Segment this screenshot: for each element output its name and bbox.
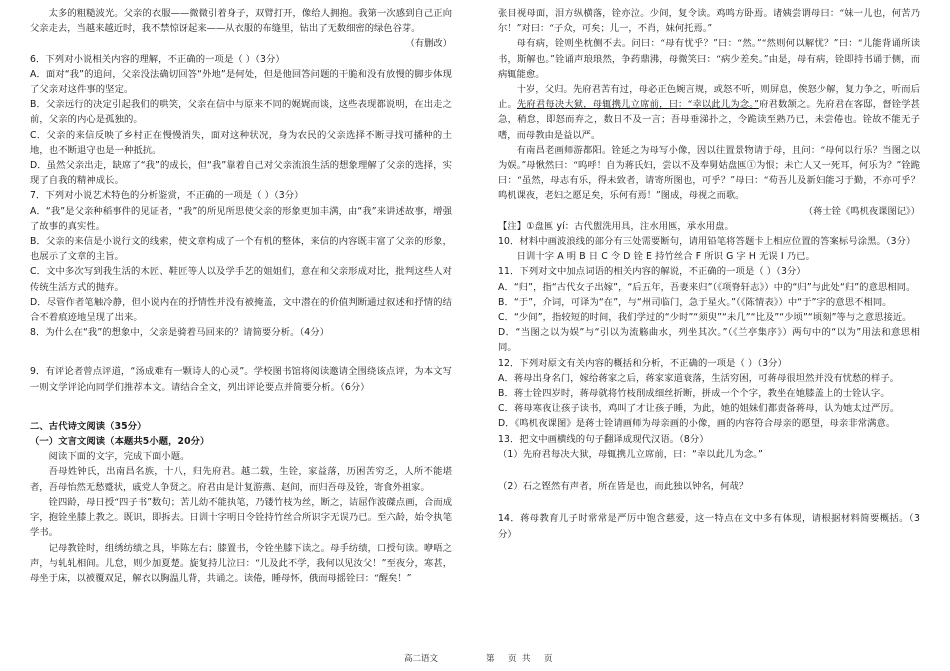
answer-space [498,462,920,479]
footer-ye-2: 页 [543,654,553,664]
section-2-title: 二、古代诗文阅读（35分） [30,420,147,432]
footer-ye: 页 [508,654,517,664]
question-12-option-c: C．蒋母寒夜让孩子读书，鸡叫了才让孩子睡，为此，她的姐妹们都责备蒋母，认为她太过严厉。 [498,403,900,415]
question-12-option-a: A．蒋母出身名门，嫁给蒋家之后，蒋家家道衰落，生活穷困，可蒋母很坦然并没有忧愁的样子。 [498,372,900,384]
question-11-option-a: A．“归”，指“古代女子出嫁”，“后五年，吾妻来归”（《项脊轩志》）中的“归”与此处“归”的意思相同。 [498,281,916,293]
question-7-option-b: B．父亲的来信是小说行文的线索，使文章构成了一个有机的整体，来信的内容既丰富了父亲的形象，也展示了文章的主旨。 [30,236,452,263]
footer-page-number [486,652,553,664]
question-12-stem: 12．下列对原文有关内容的概括和分析，不正确的一项是（ ）（3分） [498,357,787,369]
footer-gong: 共 [521,654,531,664]
classical-text-paragraph-5 [498,82,920,143]
question-7-option-c: C．文中多次写到我生活的木匠、鞋匠等人以及学手艺的姐姐们，意在和父亲形成对比，批判这些人对传统生活方式的抛弃。 [30,266,452,293]
left-column [30,6,452,586]
question-11-option-d: D．“当图之以为娱”与“引以为流觞曲水，列坐其次。”（《兰亭集序》）两句中的“以为”用法和意思相同。 [498,327,920,354]
question-11-option-b: B．“于”，介词，可译为“在”，与“州司临门，急于星火。”（《陈情表》）中“于”字的意思不相同。 [498,296,892,308]
paragraph-5-start: 十岁，父归。先府君苦有过，母必正色婉言规，或怒不听，则屏息，俟怒少解，复力争之，听而后止。 [498,84,920,111]
story-ending-paragraph: 太多的粗糙波光。父亲的衣服——微微引着身子，双臂打开，像给人拥抱。我第一次感到自己正向父亲走去，当越来越近时，我不禁惊讶起来——从衣服的布缝里，钻出了无数细密的绿色谷芽。 [30,8,452,35]
question-6-option-d: D．虽然父亲出走，缺席了“我”的成长，但“我”靠着自己对父亲流浪生活的想象理解了父亲的选择，实现了自我的精神成长。 [30,160,452,187]
underlined-sentence: 先府君每决大狱，母辄携儿立席前，曰：“幸以此儿为念。” [516,99,759,111]
classical-text-paragraph-2: 铨四龄，母日授“四子书”数句；苦儿幼不能执笔，乃镂竹枝为丝，断之，诘屈作波磔点画，合而成字，抱铨坐膝上教之。既识，即拆去。日训十字明日令铨持竹丝合所识字无误乃已。至六龄，始令执笔学书。 [30,496,452,539]
question-7-option-d: D．尽管作者笔触冷静，但小说内在的抒情性并没有被掩盖，文中潜在的价值判断通过叙述和抒情的结合不着痕迹地呈现了出来。 [30,296,452,324]
question-8: 8．为什么在“我”的想象中，父亲是骑着马回来的？请简要分析。（4分） [30,327,330,339]
answer-space [498,494,920,511]
classical-text-paragraph-6: 有南昌老画师游都阳。铨延之为母写小像，因以往置景物请于母，且问：“母何以行乐？当图之以为娱。”母愀然曰：“呜呼！自为蒋氏妇，尝以不及奉舅姑盘匜①为恨；未亡人又一死耳，何乐为？”铨跪曰：“虽然，母志有乐，得未致者，请寄所图也，可乎？”母曰：“苟吾儿及新妇能习于勤，不亦可乎？鸣机课夜，老妇之愿足矣，乐何有焉！”图成，母视之而歌。 [498,144,920,202]
question-13-part-1: （1）先府君每决大狱，母辄携儿立席前，曰：“幸以此儿为念。” [498,448,763,460]
section-2-subtitle: （一）文言文阅读（本题共5小题，20分） [30,436,210,448]
question-12-option-b: B．蒋士铨四岁时，蒋母就将竹枝削成细丝折断，拼成一个个字，教坐在她膝盖上的士铨认字。 [498,388,890,400]
classical-text-paragraph-1: 吾母姓钟氏，出南昌名族，十八，归先府君。越二载，生铨，家益落，历困苦穷乏，人所不能堪者，吾母怡然无愁蹙状，戚党人争贤之。府君由是计复游燕、赵间，而归吾母及铨，寄食外祖家。 [30,466,452,493]
question-13-stem: 13．把文中画横线的句子翻译成现代汉语。（8分） [498,433,709,445]
reading-instruction: 阅读下面的文字，完成下面小题。 [48,451,190,463]
question-12-option-d: D．《鸣机夜课图》是蒋士铨请画师为母亲画的小像，画的内容符合母亲的愿望，母亲非常满意。 [498,418,896,430]
annotation-note: 【注】①盘匜 yí：古代盥洗用具，注水用匜，承水用盘。 [498,220,734,232]
question-6-stem: 6．下列对小说相关内容的理解，不正确的一项是（ ）（3分） [30,53,285,65]
question-6-option-a: A．面对“我”的追问，父亲没法确切回答“外地”是何处，但是他回答问题的干脆和没有放慢的脚步体现了父亲对这件事的坚定。 [30,68,452,96]
question-10-sentence: 日训十字 A 明 B 日 C 令 D 铨 E 持竹丝合 F 所识 G 字 H 无误 I 乃已。 [516,251,815,263]
answer-space [30,340,452,364]
classical-text-paragraph-4: 母有病，铨则坐枕侧不去。问曰：“母有忧乎？”曰：“然。”“然则何以解忧？”曰：“儿能背诵所读书，斯解也。”铨诵声琅琅然，争药鼎沸，母微笑曰：“病少差矣。”由是，母有病，铨即持书诵于侧，而病辄能愈。 [498,38,920,80]
classical-text-paragraph-3-cont: 张目视母面，泪方纵横落，铨亦泣。少间，复令读。鸡鸣方卧焉。诸姨尝谓母曰：“妹一儿也，何苦乃尔！”对曰：“子众，可矣；儿一，不肖，妹何托焉。” [498,8,920,35]
question-13-part-2: （2）石之铿然有声者，所在皆是也，而此独以钟名，何哉？ [498,481,749,493]
classical-text-paragraph-3: 记母教铨时，组绣纺绩之具，毕陈左右；膝置书，令铨坐膝下读之。母手纺绩，口授句读。咿唔之声，与轧轧相间。儿怠，则少加夏楚。旋复持儿泣曰：“儿及此不学，我何以见汝父！”至夜分，寒甚，母坐于床，以被覆双足，解衣以胸温儿背，共诵之。读倦，睡母怀，俄而母摇铨曰：“醒矣！” [30,542,452,584]
question-6-option-b: B．父亲远行的决定引起我们的哄笑，父亲在信中与原来不同的娓娓而谈，这些表现都说明，在出走之前，父亲的内心是孤独的。 [30,99,452,126]
classical-text-source: （蒋士铨《鸣机夜课图记》） [803,205,920,217]
question-14: 14．蒋母教育儿子时常常是严厉中饱含慈爱，这一特点在文中多有体现，请根据材料简要概括。（3分） [498,513,920,540]
paragraph-5-end: 府君数颔之。先府君在客邸，督铨学甚急，稍怠，即怒而弃之，数日不及一言；吾母垂涕扑之，令跪读至熟乃已，未尝倦也。铨故不能无子嗜，而母教由是益以严。 [498,99,920,141]
question-7-option-a: A．“我”是父亲种稻事件的见证者，“我”的所见所思使父亲的形象更加丰满，由“我”来讲述故事，增强了故事的真实性。 [30,205,452,232]
right-column [498,6,920,542]
question-9: 9．有评论者曾点评道，“汤成难有一颗诗人的心灵”。学校图书馆将阅读邀请全围绕该点评，为本文写一则文学评论向同学们推荐本文。请结合全文，列出评论要点并简要分析。（6分） [30,366,452,393]
question-11-option-c: C．“少间”，指较短的时间，我们学过的“少时”“须臾”“未几”“比及”“少顷”“顷刻”等与之意思接近。 [498,312,912,324]
story-source-note: （有删改） [405,38,452,50]
question-7-stem: 7．下列对小说艺术特色的分析鉴赏，不正确的一项是（ ）（3分） [30,190,304,202]
footer-di: 第 [486,654,495,664]
answer-space [30,395,452,419]
question-10-stem: 10．材料中画波浪线的部分有三处需要断句，请用铅笔将答题卡上相应位置的答案标号涂黑。（3分） [498,236,916,248]
question-6-option-c: C．父亲的来信反映了乡村正在慢慢消失，面对这种状况，身为农民的父亲选择不断寻找可播种的土地，也不断退守也是一种抵抗。 [30,129,452,156]
page-footer [0,652,950,666]
question-11-stem: 11．下列对文中加点词语的相关内容的解说，不正确的一项是（ ）（3分） [498,266,806,278]
footer-subject: 高二语文 [404,654,439,664]
